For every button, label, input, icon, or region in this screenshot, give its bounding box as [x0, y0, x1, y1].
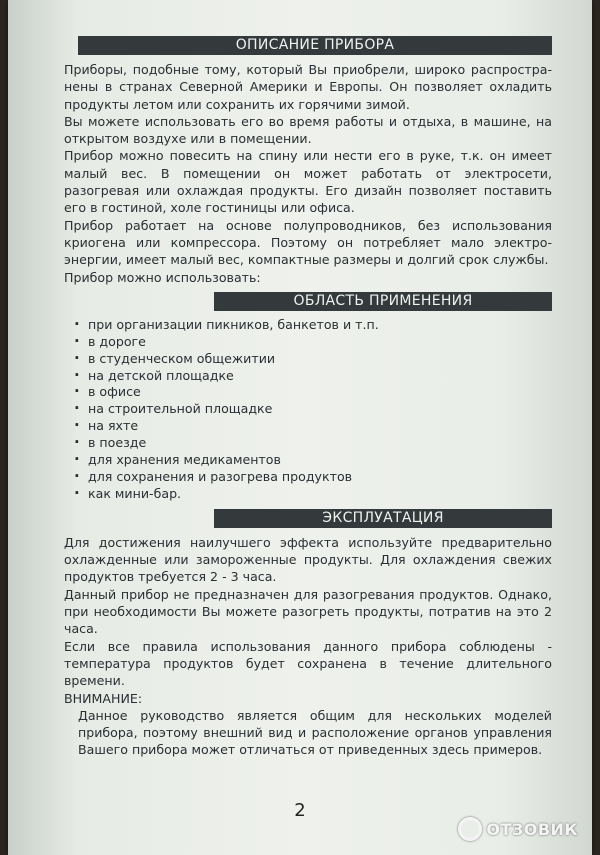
section-header-description: ОПИСАНИЕ ПРИБОРА: [78, 36, 552, 55]
application-list: [74, 317, 552, 503]
list-item: · в студенческом общежитии: [74, 351, 552, 368]
list-item: · на строительной площадке: [74, 401, 552, 418]
watermark-text: ОТЗОВИК: [486, 819, 578, 839]
list-item: · в офисе: [74, 384, 552, 401]
operation-paragraph: Для достижения наилучшего эффекта используйте предварительно охлажденные или замороженные продукты. Для охлаждения свежих продуктов требуется 2 - 3 часа.: [64, 534, 552, 585]
list-item: · как мини-бар.: [74, 486, 552, 503]
list-item: · в дороге: [74, 334, 552, 351]
warning-label: ВНИМАНИЕ:: [64, 690, 143, 706]
list-item: · в поезде: [74, 435, 552, 452]
manual-page: [8, 0, 592, 855]
description-paragraph: Прибор работает на основе полупроводников, без использования криогена или компрессора. Поэтому он потребляет мало электро-энергии, имеет малый вес, компактные размеры и долгий срок службы.: [64, 217, 552, 268]
list-item: · при организации пикников, банкетов и т.п.: [74, 317, 552, 334]
otzovik-logo-icon: [458, 817, 482, 841]
watermark: [458, 817, 578, 841]
list-item: · для сохранения и разогрева продуктов: [74, 469, 552, 486]
section-header-application: ОБЛАСТЬ ПРИМЕНЕНИЯ: [214, 292, 552, 311]
description-paragraph: Вы можете использовать его во время работы и отдыха, в машине, на открытом воздухе или в помещении.: [64, 113, 552, 147]
section-header-operation: ЭКСПЛУАТАЦИЯ: [214, 509, 552, 528]
operation-paragraph: Если все правила использования данного прибора соблюдены - температура продуктов будет сохранена в течение длительного времени.: [64, 638, 552, 689]
description-paragraph: Приборы, подобные тому, который Вы приобрели, широко распростра-нены в странах Северной Америки и Европы. Он позволяет охладить продукты летом или сохранить их горячими зимой.: [64, 62, 552, 112]
page-number: 2: [294, 800, 306, 821]
list-item: · на яхте: [74, 418, 552, 435]
description-paragraph: Прибор можно использовать:: [64, 269, 261, 285]
list-item: · на детской площадке: [74, 368, 552, 385]
description-paragraph: Прибор можно повесить на спину или нести его в руке, т.к. он имеет малый вес. В помещении он может работать от электросети, разогревая или охлаждая продукты. Его дизайн позволяет поставить его в гостиной, холе гостиницы или офиса.: [64, 148, 552, 216]
page-content: [64, 30, 552, 759]
warning-text: Данное руководство является общим для нескольких моделей прибора, поэтому внешний вид и расположение органов управления Вашего прибора может отличаться от приведенных здесь примеров.: [78, 707, 552, 758]
operation-paragraph: Данный прибор не предназначен для разогревания продуктов. Однако, при необходимости Вы можете разогреть продукты, потратив на это 2 часа.: [64, 586, 552, 637]
list-item: · для хранения медикаментов: [74, 452, 552, 469]
